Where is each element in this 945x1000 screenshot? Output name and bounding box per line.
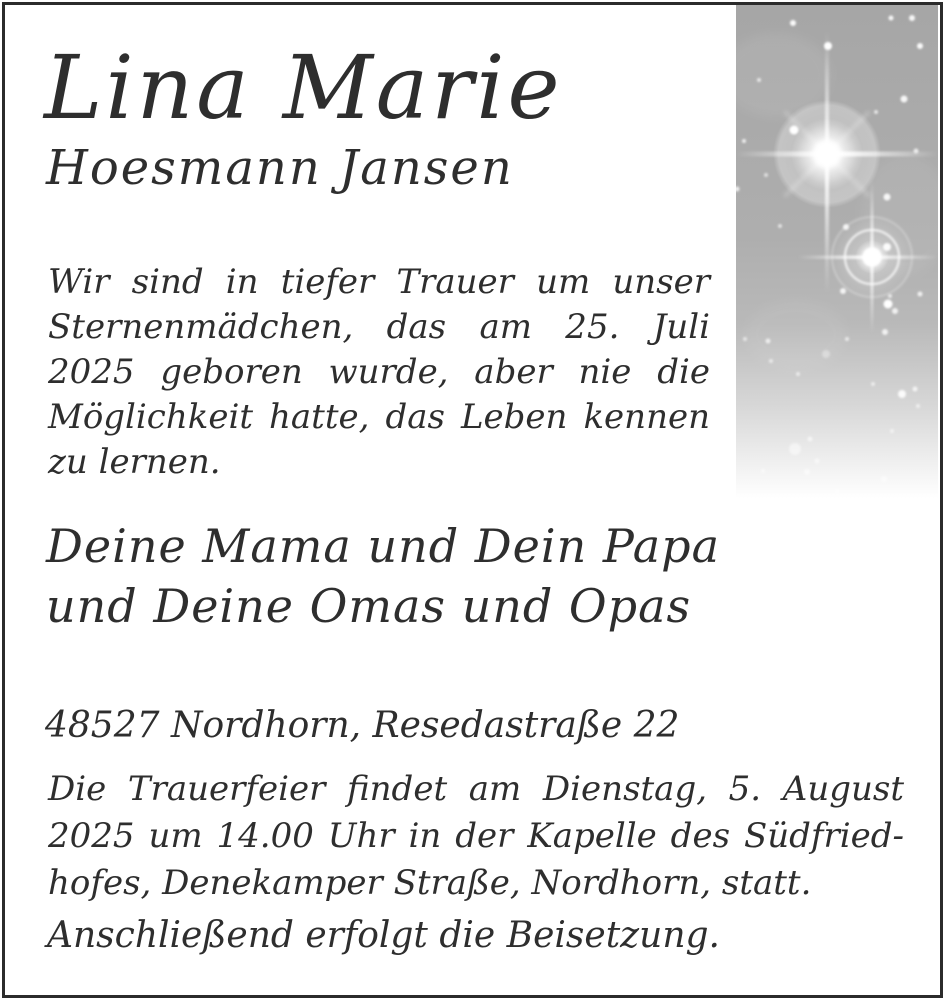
obituary-paragraph (48, 260, 710, 485)
burial-note: Anschließend erfolgt die Beisetzung. (47, 915, 720, 956)
farewell-line: und Deine Omas und Opas (46, 579, 692, 633)
funeral-line: Die Trauerfeier findet am Dienstag, 5. August (48, 769, 904, 809)
family-address: 48527 Nordhorn, Resedastraße 22 (45, 705, 680, 746)
obituary-line: zu lernen. (48, 442, 221, 482)
funeral-line: hofes, Denekamper Straße, Nordhorn, statt. (48, 863, 812, 903)
obituary-line: 2025 geboren wurde, aber nie die (48, 352, 710, 392)
obituary-line: Wir sind in tiefer Trauer um unser (48, 262, 710, 302)
funeral-line: 2025 um 14.00 Uhr in der Kapelle des Südfried- (48, 816, 904, 856)
deceased-name: Lina Marie (44, 36, 563, 139)
obituary-line: Möglichkeit hatte, das Leben kennen (48, 397, 710, 437)
funeral-details-paragraph (48, 766, 904, 907)
starfield-photo-icon (736, 5, 938, 519)
farewell-from-family (46, 516, 720, 636)
farewell-line: Deine Mama und Dein Papa (46, 519, 721, 573)
obituary-line: Sternenmädchen, das am 25. Juli (48, 307, 710, 347)
family-name: Hoesmann Jansen (46, 140, 514, 196)
